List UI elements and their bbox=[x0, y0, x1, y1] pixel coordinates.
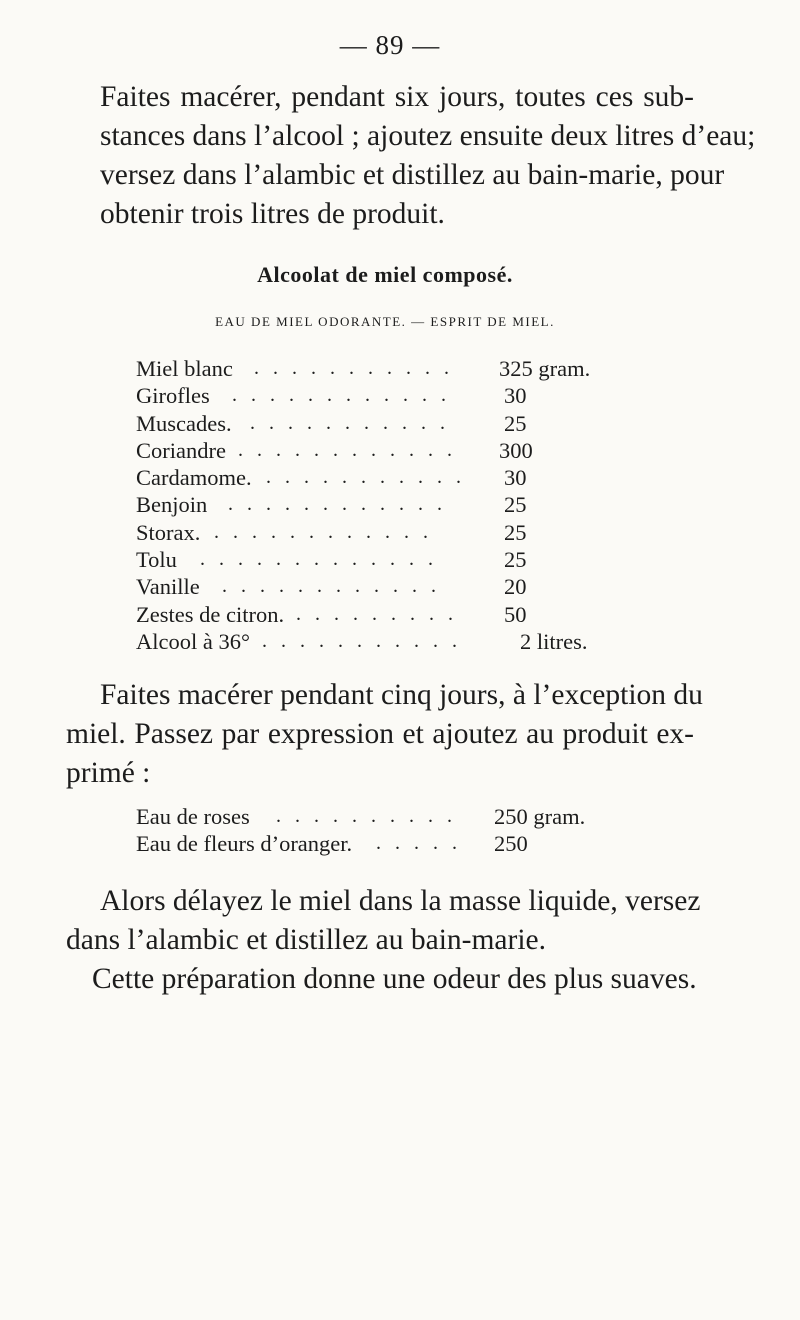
ingredient-row bbox=[136, 519, 616, 546]
final-paragraph bbox=[66, 882, 701, 999]
paragraph-line: obtenir trois litres de produit. bbox=[100, 198, 445, 230]
ingredient-name: Tolu bbox=[136, 547, 177, 573]
ingredient-row bbox=[136, 601, 616, 628]
leader-dots: . . . . . . . . . . . . . bbox=[200, 548, 438, 571]
leader-dots: . . . . . . . . . . . . bbox=[228, 493, 447, 516]
ingredient-row bbox=[136, 546, 616, 573]
ingredient-name: Benjoin bbox=[136, 492, 208, 518]
ingredient-quantity: 20 bbox=[504, 574, 527, 600]
leader-dots: . . . . . . . . . . . . bbox=[232, 384, 451, 407]
ingredient-quantity: 50 bbox=[504, 601, 527, 627]
ingredient-name: Eau de roses bbox=[136, 804, 250, 829]
paragraph-line: stances dans l’alcool ; ajoutez ensuite deux litres d’eau; bbox=[100, 120, 756, 152]
ingredient-name: Vanille bbox=[136, 574, 200, 600]
ingredient-name: Eau de fleurs d’oranger. bbox=[136, 831, 353, 857]
page-number: — 89 — bbox=[339, 30, 441, 60]
ingredient-list bbox=[136, 355, 616, 655]
paragraph-line: miel. Passez par expression et ajoutez au produit ex- bbox=[66, 718, 694, 750]
ingredient-name: Muscades. bbox=[136, 410, 232, 436]
paragraph-line: dans l’alambic et distillez au bain-marie. bbox=[66, 924, 547, 956]
ingredient-row bbox=[136, 410, 616, 437]
additions-list bbox=[136, 803, 616, 858]
ingredient-quantity: 250 bbox=[494, 831, 528, 857]
leader-dots: . . . . . . . . . . . bbox=[266, 466, 466, 489]
ingredient-name: Cardamome. bbox=[136, 465, 252, 491]
ingredient-row bbox=[136, 355, 616, 382]
ingredient-quantity: 25 bbox=[504, 519, 527, 545]
ingredient-quantity: 25 bbox=[504, 410, 527, 436]
ingredient-row bbox=[136, 437, 616, 464]
recipe-subtitle: EAU DE MIEL ODORANTE. — ESPRIT DE MIEL. bbox=[215, 314, 555, 329]
ingredient-name: Girofles bbox=[136, 383, 210, 409]
ingredient-quantity: 250 gram. bbox=[494, 804, 586, 829]
ingredient-name: Alcool à 36° bbox=[136, 628, 250, 654]
ingredient-row bbox=[136, 628, 616, 655]
leader-dots: . . . . . . . . . . . . bbox=[222, 575, 441, 598]
ingredient-name: Zestes de citron. bbox=[136, 601, 285, 627]
ingredient-name: Storax. bbox=[136, 519, 201, 545]
ingredient-name: Miel blanc bbox=[136, 356, 233, 381]
ingredient-quantity: 25 bbox=[504, 547, 527, 573]
paragraph-line: Faites macérer, pendant six jours, toutes ces sub- bbox=[100, 81, 694, 113]
paragraph-line: Alors délayez le miel dans la masse liquide, versez bbox=[100, 885, 701, 917]
ingredient-quantity: 30 bbox=[504, 465, 527, 491]
ingredient-quantity: 300 bbox=[499, 437, 533, 463]
leader-dots: . . . . . . . . . . . . bbox=[214, 520, 433, 543]
ingredient-quantity: 325 gram. bbox=[499, 356, 591, 381]
ingredient-row bbox=[136, 830, 616, 857]
paragraph-line: Cette préparation donne une odeur des plus suaves. bbox=[92, 963, 697, 995]
ingredient-row bbox=[136, 382, 616, 409]
leader-dots: . . . . . . . . . bbox=[296, 602, 458, 625]
paragraph-line: primé : bbox=[66, 757, 151, 789]
leader-dots: . . . . . . . . . . . bbox=[254, 357, 454, 379]
leader-dots: . . . . . . . . . . . . bbox=[238, 438, 457, 461]
ingredient-name: Coriandre bbox=[136, 437, 226, 463]
ingredient-row bbox=[136, 803, 616, 830]
ingredient-row bbox=[136, 573, 616, 600]
second-paragraph bbox=[66, 676, 703, 793]
ingredient-quantity: 25 bbox=[504, 492, 527, 518]
paragraph-line: versez dans l’alambic et distillez au bain-marie, pour bbox=[100, 159, 725, 191]
recipe-title: Alcoolat de miel composé. bbox=[257, 262, 513, 287]
ingredient-quantity: 30 bbox=[504, 383, 527, 409]
leader-dots: . . . . . bbox=[376, 832, 462, 855]
paragraph-line: Faites macérer pendant cinq jours, à l’exception du bbox=[100, 679, 703, 711]
ingredient-quantity: 2 litres. bbox=[520, 628, 588, 654]
leader-dots: . . . . . . . . . . bbox=[276, 805, 457, 827]
ingredient-row bbox=[136, 464, 616, 491]
intro-paragraph bbox=[100, 78, 756, 234]
leader-dots: . . . . . . . . . . . bbox=[262, 629, 462, 652]
leader-dots: . . . . . . . . . . . bbox=[250, 411, 450, 434]
ingredient-row bbox=[136, 491, 616, 518]
